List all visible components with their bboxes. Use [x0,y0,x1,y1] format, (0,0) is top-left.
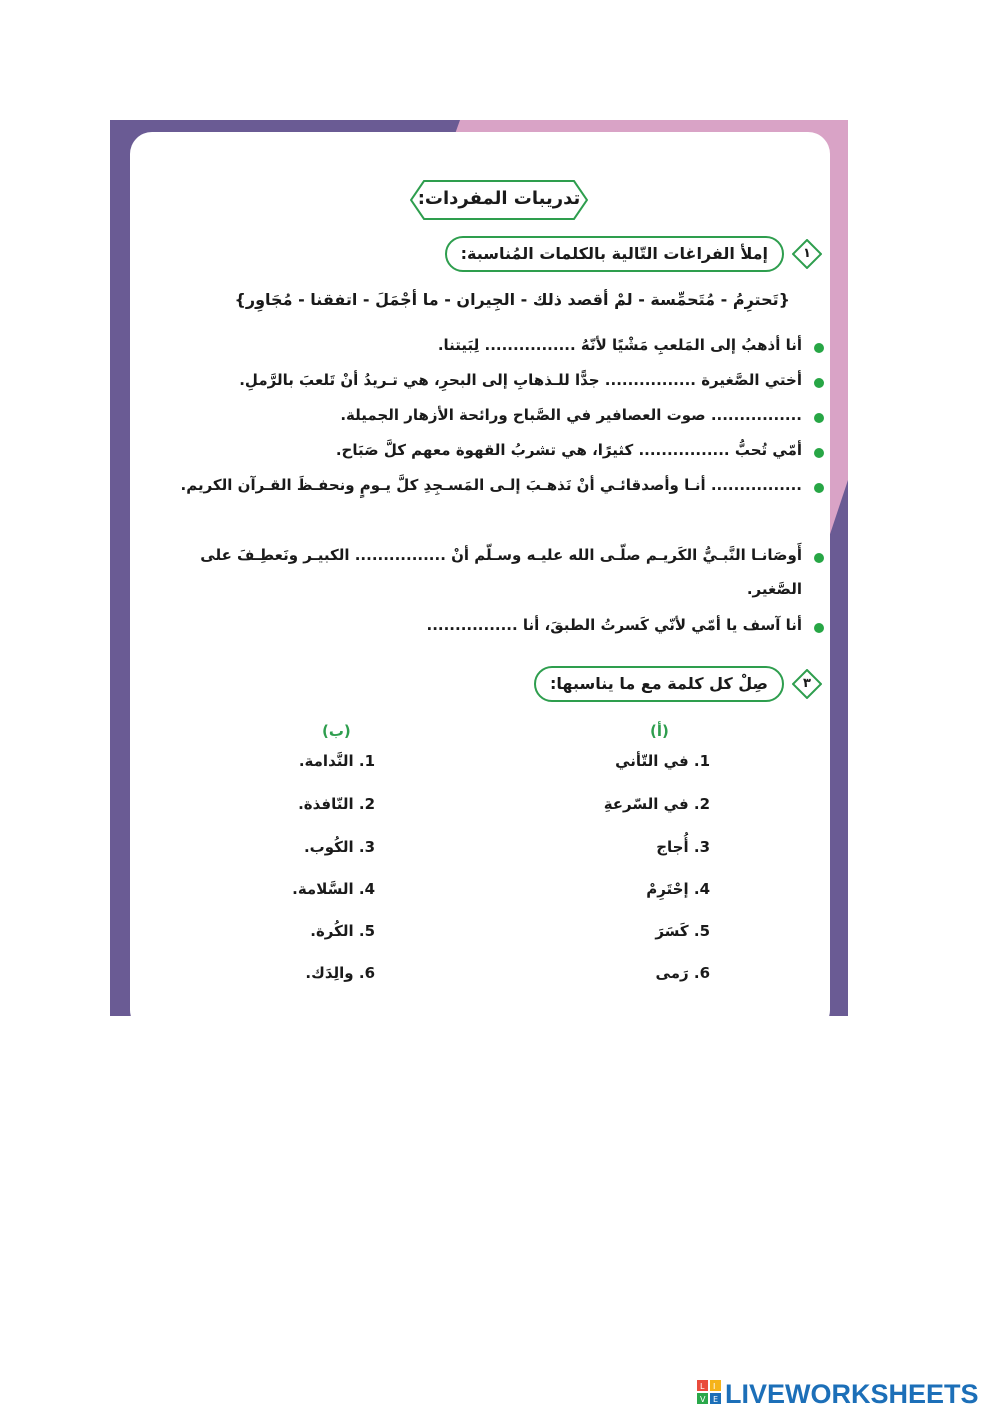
bullet-icon [814,413,824,423]
column-b-item: 4. السَّلامة. [292,880,375,898]
question-1-number-badge [792,239,822,269]
sentence-4: أمّي تُحبُّ ................ كثيرًا، هي تشربُ القهوة معهم كلَّ صَبَاح. [170,433,802,467]
column-b-item: 1. النَّدامة. [298,752,375,770]
sentence-5: ................ أنـا وأصدقائـي أنْ نَذهـبَ إلـى المَسـجِدِ كلَّ يـومٍ ونحفـظَ القـرآن الكريم. [170,468,802,502]
sentence-7: أنا آسف يا أمّي لأنّي كَسرتُ الطبقَ، أنا ................ [170,608,802,642]
liveworksheets-badge-icon [697,1380,721,1404]
column-a-item: 6. رَمى [655,964,710,982]
bullet-icon [814,483,824,493]
bullet-icon [814,343,824,353]
question-2-number: ٣ [803,676,811,691]
sentence-2: أختي الصَّغيرة ................ جدًّا للـذهابِ إلى البحرِ، هي تـريدُ أنْ تَلعبَ بالرَّملِ. [170,363,802,397]
bullet-icon [814,553,824,563]
column-a-item: 4. إحْتَرِمْ [646,880,710,898]
sentence-6: أَوصَانـا النَّبـيُّ الكَريـم صلّـى الله عليـه وسـلّم أنْ ................ الكبيـر ونَعطِـفَ على الصَّغير. [170,538,802,606]
worksheet-frame [110,120,848,1016]
sentence-1: أنا أذهبُ إلى المَلعبِ مَشْيًا لأنّهُ ................ لِبَيتنا. [170,328,802,362]
column-b-item: 6. والِدَك. [305,964,375,982]
question-1-header [402,236,822,272]
question-2-instruction: صِلْ كل كلمة مع ما يناسبها: [534,666,784,702]
question-1-number: ١ [803,246,811,261]
column-a-item: 3. أُجاج [656,838,710,856]
bullet-icon [814,378,824,388]
logo-badge-letter-1: L [700,1382,705,1391]
logo-badge-letter-2: I [713,1382,716,1391]
question-1-instruction: إملأ الفراغات التّالية بالكلمات المُناسبة: [445,236,784,272]
sentence-3: ................ صوت العصافير في الصَّباح ورائحة الأزهار الجميلة. [170,398,802,432]
column-a-item: 1. في التّأني [615,752,710,770]
logo-badge-letter-4: E [713,1395,719,1404]
section-title-badge [410,180,588,220]
column-b-item: 3. الكُوب. [303,838,375,856]
logo-text: LIVEWORKSHEETS [725,1379,979,1409]
worksheet-card [130,132,830,1016]
column-b-item: 5. الكُرة. [310,922,375,940]
logo-badge-letter-3: V [700,1395,706,1404]
question-2-header [482,666,822,702]
section-title: تدريبات المفردات: [417,188,581,209]
word-bank: {تَحترِمُ - مُتَحمِّسة - لمْ أقصد ذلك - الجِيران - ما أجْمَلَ - اتفقنا - مُجَاوِر} [234,290,790,309]
column-a-item: 2. في السّرعةِ [603,795,710,813]
bullet-icon [814,448,824,458]
column-a-header: (أ) [650,722,669,740]
bullet-icon [814,623,824,633]
column-b-header: (ب) [322,722,351,740]
column-b-item: 2. النّافذة. [298,795,375,813]
column-a-item: 5. كَسَرَ [655,922,710,940]
question-2-number-badge [792,669,822,699]
